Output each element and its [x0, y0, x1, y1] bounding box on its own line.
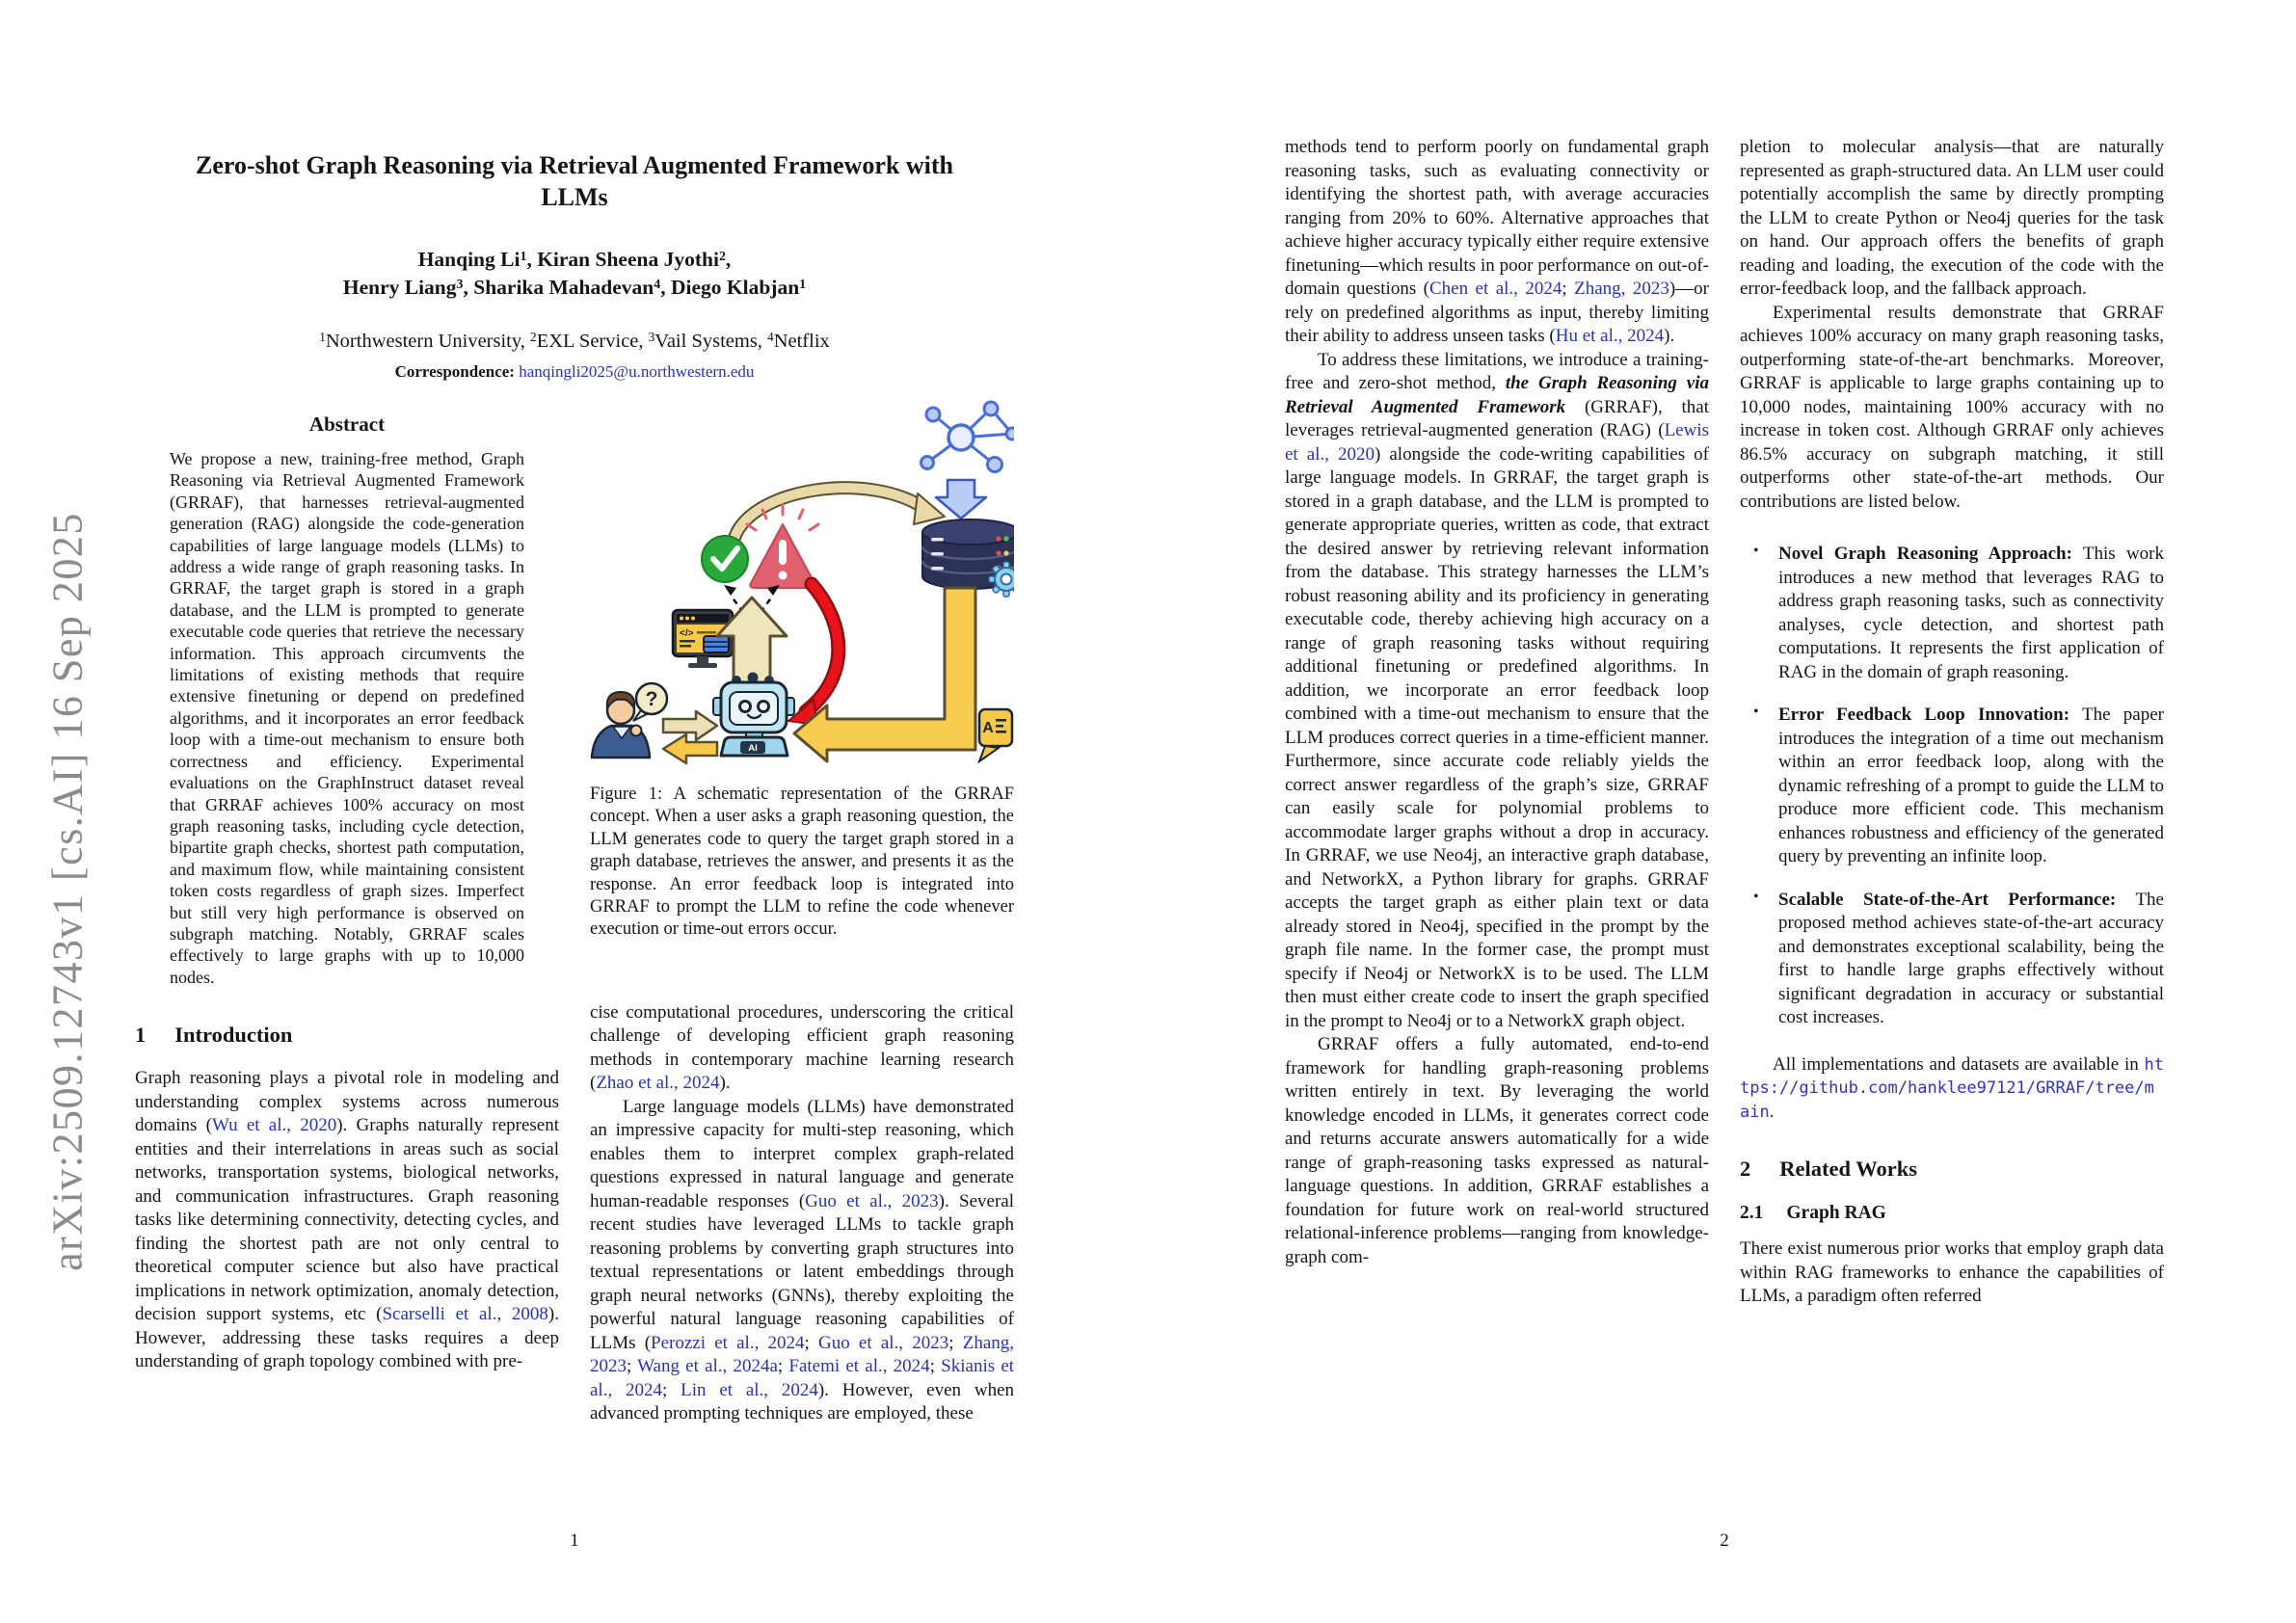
arxiv-banner: arXiv:2509.12743v1 [cs.AI] 16 Sep 2025	[43, 512, 92, 1271]
section-heading-introduction	[135, 1023, 559, 1048]
svg-text:AI: AI	[748, 743, 758, 754]
text-segment: Experimental results demonstrate that GRRAF achieves 100% accuracy on many graph reasoning tasks, outperforming state-of-the-art benchmarks. Moreover, GRRAF is applicable to large graphs containing up to 10,000 nodes, maintaining 100% accuracy with no increase in token cost. Although GRRAF only achieves 86.5% accuracy on subgraph matching, it still outperforms other state-of-the-art methods. Our contributions are listed below.	[1740, 302, 2164, 512]
paragraph	[1285, 349, 1709, 1034]
paragraph	[135, 1067, 559, 1374]
query-arrow-icon	[734, 488, 945, 538]
citation-link[interactable]: Lin et al., 2024	[681, 1379, 818, 1400]
text-segment: ;	[1562, 279, 1575, 299]
text-segment: ;	[804, 1332, 818, 1353]
text-segment: Error Feedback Loop Innovation:	[1778, 705, 2070, 725]
authors	[135, 246, 1014, 302]
text-segment: ,	[725, 248, 732, 271]
text-segment: ). Several recent studies have leveraged LLMs to tackle graph reasoning problems by converting graph structures into textual representations or latent embeddings through graph neural networks (GNNs), thereby exploiting the powerful natural language reasoning capabilities of LLMs (	[590, 1190, 1014, 1353]
page2-column-2	[1740, 136, 2164, 1309]
text-segment: Northwestern University,	[325, 331, 531, 352]
text-segment: Figure 1: A schematic representation of the GRRAF concept. When a user asks a graph reasoning question, the LLM generates code to query the target graph stored in a graph database, retrieves the answer, and presents it as the response. An error feedback loop is integrated into GRRAF to prompt the LLM to refine the code whenever execution or time-out errors occur.	[590, 785, 1014, 940]
authors-line-1	[135, 246, 1014, 274]
page1-column-2	[590, 393, 1014, 1426]
text-segment: 3	[648, 330, 655, 345]
text-segment: 2	[530, 330, 537, 345]
text-segment: ). However, addressing these tasks requires a deep understanding of graph topology combined with pre-	[135, 1304, 559, 1372]
paragraph	[1740, 1237, 2164, 1309]
correspondence	[135, 362, 1014, 382]
text-segment: (GRRAF), that leverages retrieval-augmented generation (RAG) (	[1285, 396, 1710, 440]
answer-icon	[979, 709, 1012, 761]
ask-arrow-icon	[663, 711, 717, 740]
text-segment: , Sharika Mahadevan	[463, 276, 654, 299]
affiliations	[135, 331, 1014, 353]
citation-link[interactable]: Lewis et al., 2020	[1285, 420, 1709, 465]
text-segment: The proposed method achieves state-of-the-art accuracy and demonstrates exceptional scalability, being the first to handle large graphs effectively without significant degradation in accuracy or substantial cost increases.	[1778, 889, 2164, 1027]
bullet-marker: •	[1753, 888, 1759, 905]
text-segment: ). Graphs naturally represent entities and their interrelations in areas such as social networks, transportation systems, biological networks, and communication infrastructures. Graph reasoning tasks like determining connectivity, detecting cycles, and finding the shortest path are not only central to theoretical computer science but also have practical implications in network optimization, anomaly detection, decision support systems, etc (	[135, 1115, 559, 1325]
citation-link[interactable]: Hu et al., 2024	[1555, 326, 1665, 346]
citation-link[interactable]: Wang et al., 2024a	[637, 1356, 778, 1377]
text-segment: cise computational procedures, underscoring the critical challenge of developing efficient graph reasoning methods in contemporary machine learning research (	[590, 1001, 1014, 1094]
text-segment: ). However, even when advanced prompting techniques are employed, these	[590, 1379, 1015, 1424]
figure-caption	[590, 784, 1014, 942]
paper-header	[135, 0, 1014, 382]
bullet-marker: •	[1753, 543, 1759, 559]
text-segment: 3	[456, 277, 464, 292]
paragraph	[590, 1001, 1014, 1096]
list-item-text	[1778, 889, 2164, 1030]
availability-paragraph	[1740, 1053, 2164, 1125]
text-segment: Henry Liang	[342, 276, 457, 299]
text-segment: 4	[767, 330, 774, 345]
text-segment: Novel Graph Reasoning Approach:	[1778, 544, 2072, 564]
response-arrow-icon	[663, 734, 717, 763]
text-segment: ;	[929, 1356, 942, 1377]
abstract-heading: Abstract	[308, 412, 386, 436]
text-segment: Netflix	[773, 331, 830, 352]
text-segment: EXL Service,	[536, 331, 649, 352]
page1-column-1	[135, 412, 559, 1374]
page-1	[135, 0, 1014, 1623]
abstract-text	[170, 448, 524, 988]
text-segment: Hanqing Li	[417, 248, 521, 271]
text-segment: , Kiran Sheena Jyothi	[526, 248, 719, 271]
text-segment: This work introduces a new method that leverages RAG to address graph reasoning tasks, such as connectivity analyses, cycle detection, and shortest path computations. It represents the first application of RAG in the domain of graph reasoning.	[1778, 544, 2165, 682]
text-segment: 2	[718, 249, 726, 264]
page-2	[1285, 0, 2164, 1623]
text-segment: ;	[777, 1356, 789, 1377]
section-number: 2	[1740, 1157, 1751, 1181]
citation-link[interactable]: Scarselli et al., 2008	[382, 1304, 548, 1325]
text-segment: Graph reasoning plays a pivotal role in modeling and understanding complex systems across numerous domains (	[135, 1068, 559, 1136]
graph-icon	[921, 402, 1015, 472]
paragraph	[1285, 1033, 1709, 1269]
code-monitor-icon	[673, 610, 733, 668]
page-number: 1	[570, 1530, 579, 1551]
text-segment: ) alongside the code-writing capabilities of large language models. In GRRAF, the target graph is stored in a graph database, and the LLM is prompted to generate appropriate queries, written as code, that extract the desired answer by retrieving relevant information from the database. This strategy harnesses the LLM’s robust reasoning ability and its proficiency in generating executable code, thereby achieving high accuracy on a range of graph reasoning tasks without requiring additional finetuning or predefined algorithms. In addition, we incorporate an error feedback loop combined with a time-out mechanism to ensure that the LLM produces correct queries in a time-efficient manner. Furthermore, since accurate code reliably yields the correct answer regardless of the graph’s size, GRRAF can easily scale for polynomial problems to accommodate larger graphs without a drop in accuracy. In GRRAF, we use Neo4j, an interactive graph database, and NetworkX, a Python library for graphs. GRRAF accepts the target graph as either plain text or data already stored in Neo4j, specified in the prompt by the graph file name. In the former case, the prompt must specify if Neo4j or NetworkX is to be used. The LLM then must either create code to insert the graph specified in the prompt to Neo4j or to a NetworkX graph object.	[1285, 443, 1709, 1031]
error-feedback-arrow-icon	[788, 584, 839, 725]
text-segment: Scalable State-of-the-Art Performance:	[1778, 889, 2117, 910]
text-segment: ).	[719, 1073, 731, 1094]
text-segment: ;	[948, 1332, 963, 1353]
robot-icon	[713, 673, 794, 757]
link[interactable]: https://github.com/hanklee97121/GRRAF/tree/main	[1740, 1054, 2164, 1122]
text-segment: All implementations and datasets are available in	[1773, 1053, 2145, 1075]
section-title: Introduction	[174, 1023, 293, 1048]
database-icon	[922, 519, 1014, 597]
success-icon	[702, 536, 748, 582]
svg-text:A: A	[982, 720, 994, 736]
text-segment: The paper introduces the integration of a time out mechanism within an error feedback loop, along with the dynamic refreshing of a prompt to guide the LLM to produce more efficient code. This mechanism enhances robustness and efficiency of the generated query by preventing an infinite loop.	[1778, 705, 2164, 866]
text-segment: )—or rely on predefined algorithms as input, thereby limiting their ability to address unseen tasks (	[1285, 279, 1710, 346]
citation-link[interactable]: Zhang, 2023	[590, 1332, 1015, 1377]
text-segment: Large language models (LLMs) have demonstrated an impressive capacity for multi-step reasoning, which enables them to interpret complex graph-related questions expressed in natural language and generate human-readable responses (	[590, 1096, 1014, 1211]
subsection-number: 2.1	[1740, 1203, 1764, 1223]
graph-to-db-arrow-icon	[936, 480, 986, 519]
title-line-1: Zero-shot Graph Reasoning via Retrieval Augmented Framework with	[196, 151, 953, 179]
svg-text:</>: </>	[680, 628, 694, 639]
retrieval-arrow-icon	[794, 588, 975, 761]
list-item	[1740, 889, 2164, 1030]
citation-link[interactable]: Zhang, 2023	[1574, 279, 1669, 299]
title-line-2: LLMs	[541, 183, 608, 211]
authors-line-2	[135, 274, 1014, 302]
citation-link[interactable]: Zhao et al., 2024	[596, 1073, 720, 1094]
text-segment: Correspondence:	[394, 362, 520, 381]
text-segment: There exist numerous prior works that employ graph data within RAG frameworks to enhance the capabilities of LLMs, a paradigm often referred	[1740, 1238, 2164, 1306]
section-heading-related-works	[1740, 1157, 2164, 1182]
text-segment: To address these limitations, we introduce a training-free and zero-shot method,	[1285, 349, 1709, 393]
svg-text:?: ?	[645, 688, 658, 710]
text-segment: We propose a new, training-free method, Graph Reasoning via Retrieval Augmented Framework (GRRAF), that harnesses retrieval-augmented generation (RAG) alongside the code-generation capabilities of large language models (LLMs) to address a wide range of graph reasoning tasks. In GRRAF, the target graph is stored in a graph database, and the LLM is prompted to generate executable code queries that retrieve the necessary information. This approach circumvents the limitations of existing methods that require extensive finetuning or depend on predefined algorithms, and it incorporates an error feedback loop with a time-out mechanism to ensure both correctness and efficiency. Experimental evaluations on the GraphInstruct dataset reveal that GRRAF achieves 100% accuracy on most graph reasoning tasks, including cycle detection, bipartite graph checks, shortest path computation, and maximum flow, while maintaining consistent token costs regardless of graph sizes. Imperfect but still very high performance is observed on subgraph matching. Notably, GRRAF scales effectively to large graphs with up to 10,000 nodes.	[170, 449, 524, 987]
text-segment: .	[1769, 1101, 1775, 1122]
page-number: 2	[1720, 1530, 1729, 1551]
bullet-marker: •	[1753, 704, 1759, 720]
text-segment: methods tend to perform poorly on fundamental graph reasoning tasks, such as evaluating connectivity or identifying the shortest path, with average accuracies ranging from 20% to 60%. Alternative approaches that achieve higher accuracy typically either require extensive finetuning—which results in poor performance on out-of-domain questions (	[1285, 137, 1709, 299]
paragraph	[1740, 302, 2164, 515]
citation-link[interactable]: Guo et al., 2023	[805, 1190, 939, 1211]
text-segment: ).	[1664, 326, 1675, 346]
citation-link[interactable]: Skianis et al., 2024	[590, 1356, 1015, 1400]
list-item	[1740, 704, 2164, 869]
text-segment: pletion to molecular analysis—that are naturally represented as graph-structured data. An LLM user could potentially accomplish the same by directly prompting the LLM to create Python or Neo4j queries for the task on hand. Our approach offers the benefits of graph reading and loading, the execution of the code with the error-feedback loop, and the fallback approach.	[1740, 137, 2164, 299]
citation-link[interactable]: Fatemi et al., 2024	[788, 1356, 930, 1377]
question-bubble-icon	[633, 683, 667, 721]
text-segment: the Graph Reasoning via Retrieval Augmented Framework	[1285, 373, 1709, 417]
text-segment: , Diego Klabjan	[660, 276, 800, 299]
contributions-list	[1740, 543, 2164, 1030]
subsection-heading-graph-rag	[1740, 1203, 2164, 1224]
link[interactable]: hanqingli2025@u.northwestern.edu	[519, 362, 755, 381]
list-item-text	[1778, 543, 2164, 684]
text-segment: 1	[520, 249, 527, 264]
citation-link[interactable]: Perozzi et al., 2024	[651, 1332, 805, 1353]
paragraph	[1740, 136, 2164, 302]
section-number: 1	[135, 1023, 147, 1048]
text-segment: 1	[799, 277, 807, 292]
list-item	[1740, 543, 2164, 684]
paper-title	[135, 149, 1014, 213]
paragraph	[1285, 136, 1709, 349]
figure1-diagram	[590, 393, 1014, 769]
text-segment: ;	[627, 1356, 638, 1377]
text-segment: Vail Systems,	[654, 331, 768, 352]
subsection-title: Graph RAG	[1786, 1203, 1886, 1223]
text-segment: ;	[662, 1379, 681, 1400]
citation-link[interactable]: Wu et al., 2020	[211, 1115, 337, 1136]
text-segment: GRRAF offers a fully automated, end-to-end framework for handling graph-reasoning problems written entirely in text. By leveraging the world knowledge encoded in LLMs, it generates correct code and returns accurate answers automatically for a wide range of graph-reasoning tasks expressed as natural-language questions. In addition, GRRAF establishes a foundation for future work on real-world structured relational-inference problems—ranging from knowledge-graph com-	[1285, 1034, 1709, 1267]
list-item-text	[1778, 704, 2164, 869]
section-title: Related Works	[1779, 1157, 1917, 1181]
citation-link[interactable]: Guo et al., 2023	[818, 1332, 949, 1353]
page2-column-1	[1285, 136, 1709, 1269]
text-segment: 1	[319, 330, 326, 345]
paragraph	[590, 1096, 1014, 1426]
citation-link[interactable]: Chen et al., 2024	[1429, 279, 1562, 299]
text-segment: 4	[654, 277, 661, 292]
